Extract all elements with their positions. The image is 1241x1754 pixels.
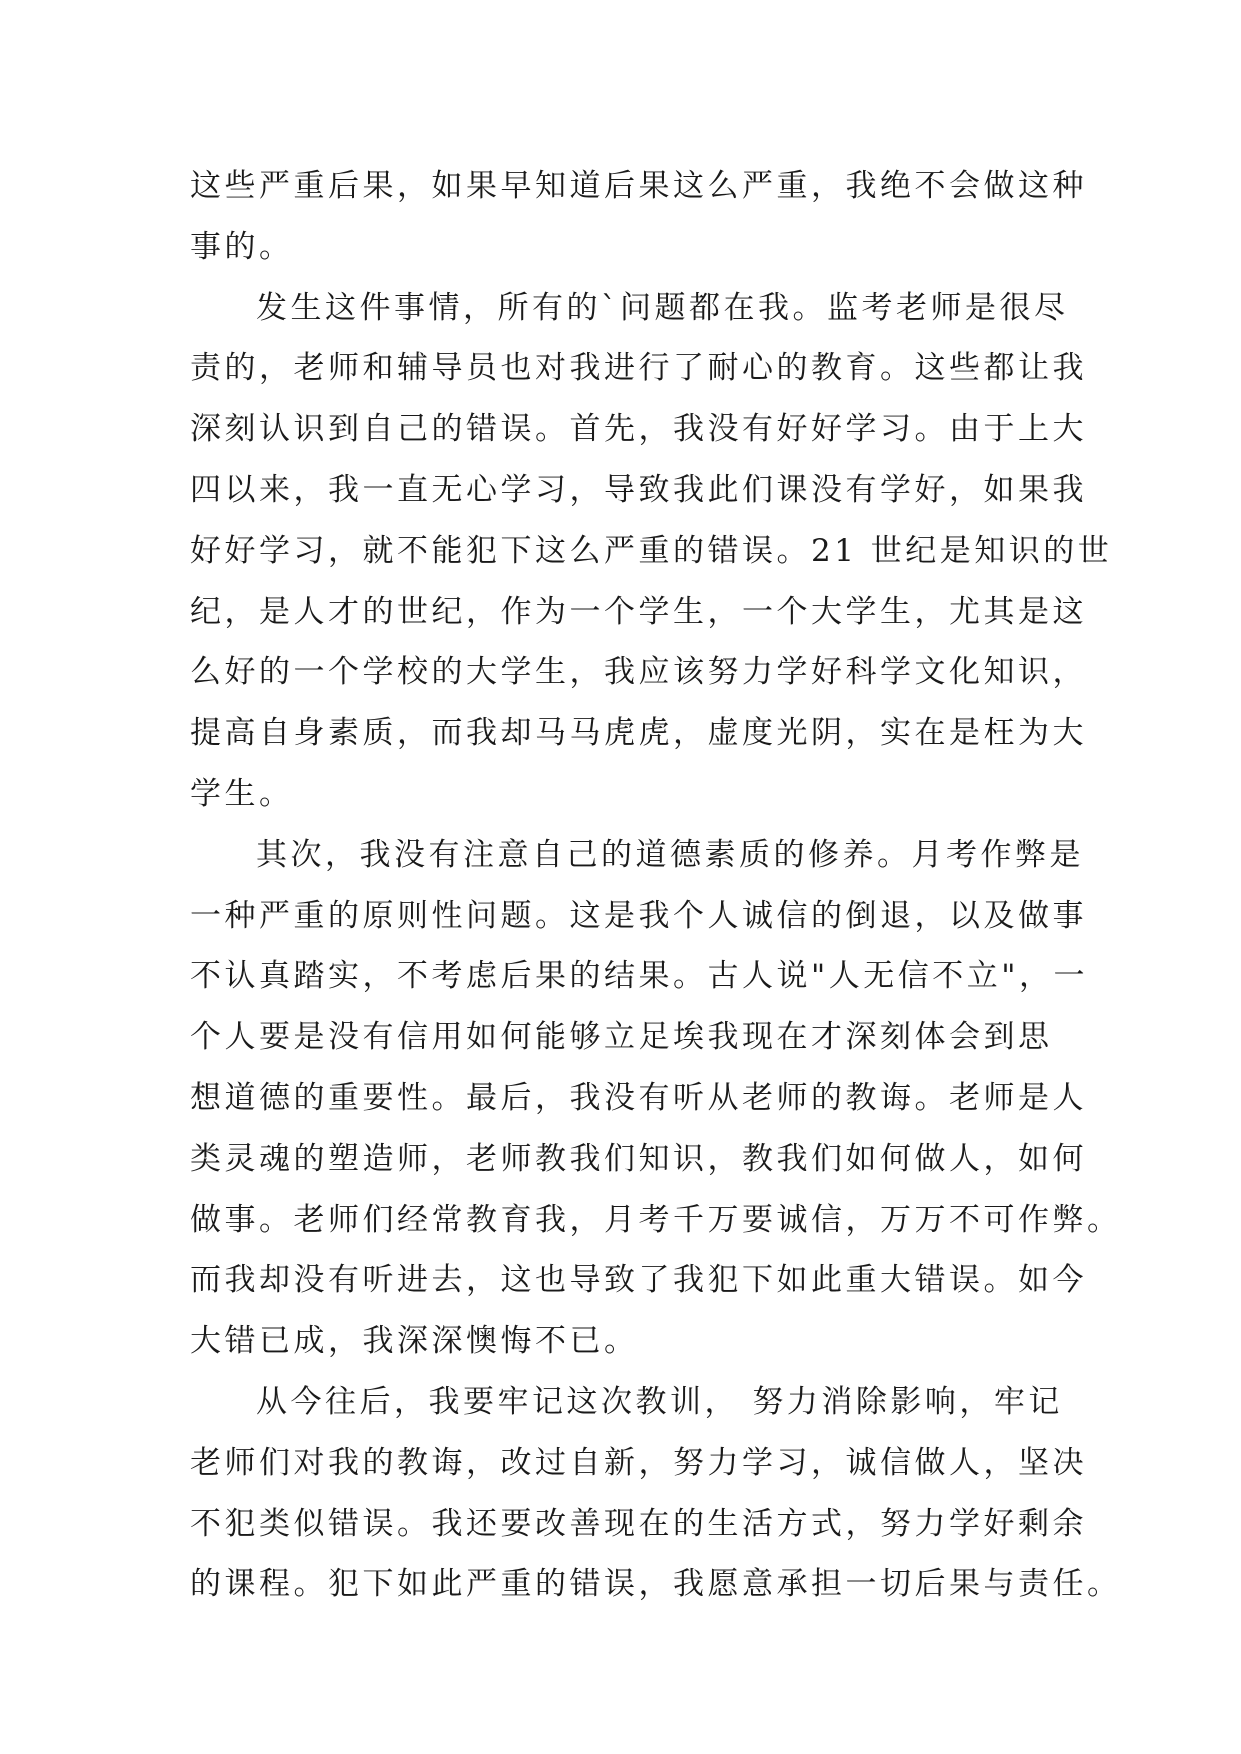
paragraph-line: 纪，是人才的世纪，作为一个学生，一个大学生，尤其是这 [190,593,1087,630]
paragraph-line: 个人要是没有信用如何能够立足埃我现在才深刻体会到思 [190,1019,1053,1056]
paragraph-line: 老师们对我的教诲，改过自新，努力学习，诚信做人，坚决 [190,1444,1087,1481]
paragraph-line: 而我却没有听进去，这也导致了我犯下如此重大错误。如今 [190,1262,1087,1299]
paragraph-line: 好好学习，就不能犯下这么严重的错误。21 世纪是知识的世 [190,532,1113,569]
paragraph-line: 做事。老师们经常教育我，月考千万要诚信，万万不可作弊。 [190,1201,1122,1238]
paragraph-line: 四以来，我一直无心学习，导致我此们课没有学好，如果我 [190,471,1087,508]
paragraph-line: 这些严重后果，如果早知道后果这么严重，我绝不会做这种 [190,168,1087,204]
paragraph-line: 大错已成，我深深懊悔不已。 [190,1323,639,1360]
paragraph-line: 的课程。犯下如此严重的错误，我愿意承担一切后果与责任。 [190,1566,1122,1603]
paragraph-line: 一种严重的原则性问题。这是我个人诚信的倒退，以及做事 [190,897,1087,934]
document-body [190,156,1122,1615]
paragraph-line: 不认真踏实，不考虑后果的结果。古人说"人无信不立"，一 [190,958,1089,995]
paragraph-line: 从今往后，我要牢记这次教训， 努力消除影响，牢记 [256,1383,1063,1420]
paragraph-line: 类灵魂的塑造师，老师教我们知识，教我们如何做人，如何 [190,1140,1087,1177]
paragraph-line: 提高自身素质，而我却马马虎虎，虚度光阴，实在是枉为大 [190,715,1087,752]
paragraph-line: 深刻认识到自己的错误。首先，我没有好好学习。由于上大 [190,411,1087,448]
paragraph-line: 发生这件事情，所有的`问题都在我。监考老师是很尽 [256,289,1069,326]
paragraph-line: 责的，老师和辅导员也对我进行了耐心的教育。这些都让我 [190,350,1087,387]
paragraph-line: 事的。 [190,228,294,265]
paragraph-line: 不犯类似错误。我还要改善现在的生活方式，努力学好剩余 [190,1505,1087,1542]
paragraph-line: 其次，我没有注意自己的道德素质的修养。月考作弊是 [256,836,1084,873]
paragraph-line: 学生。 [190,775,294,812]
paragraph-line: 想道德的重要性。最后，我没有听从老师的教诲。老师是人 [190,1079,1087,1116]
paragraph-line: 么好的一个学校的大学生，我应该努力学好科学文化知识， [190,654,1087,691]
